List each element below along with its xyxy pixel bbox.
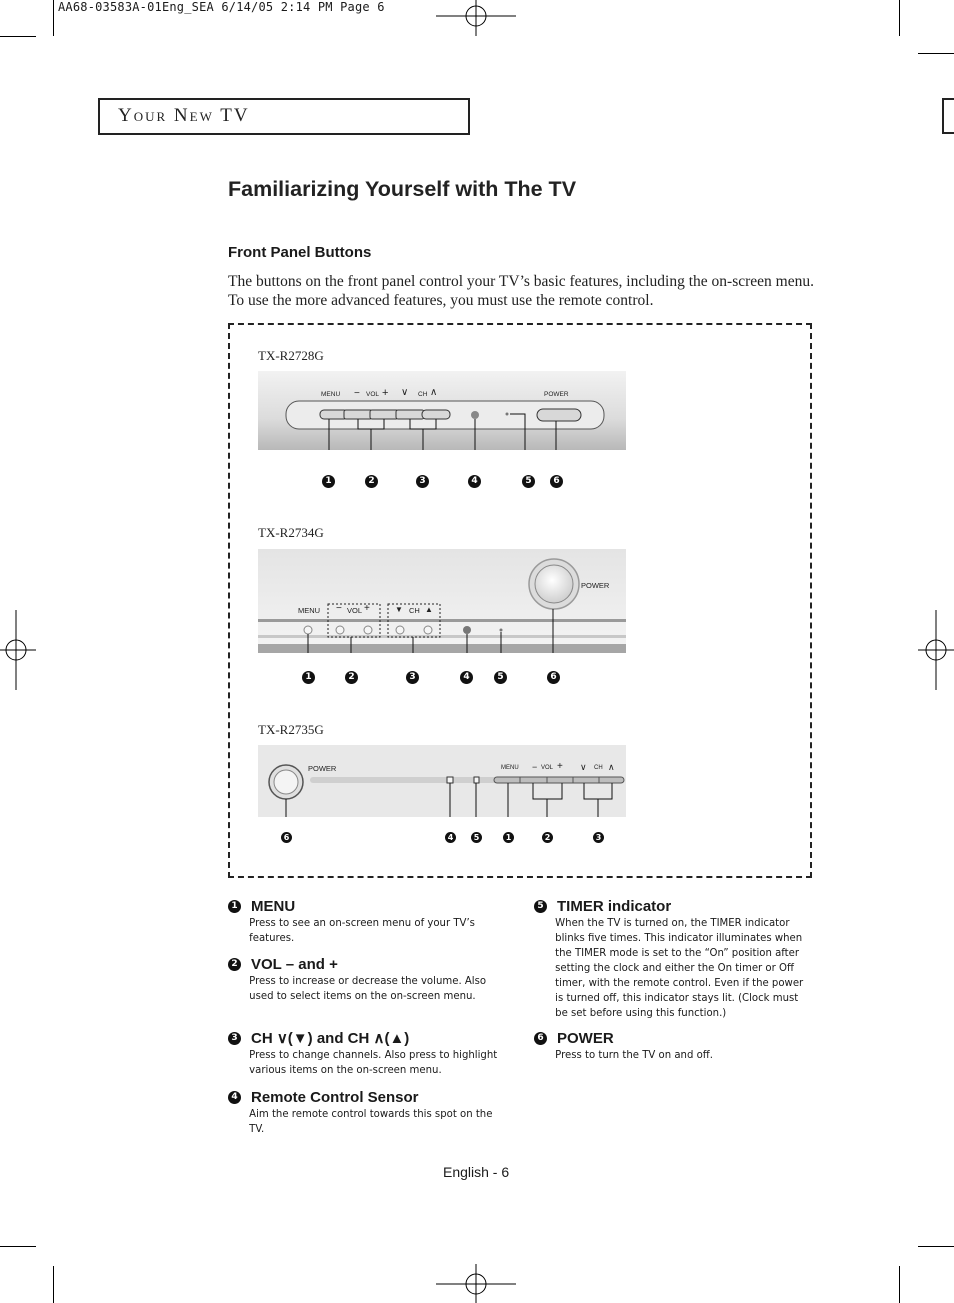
desc-title-text: Remote Control Sensor xyxy=(251,1089,419,1106)
desc-timer xyxy=(534,898,809,1020)
panel3-label-plus: + xyxy=(557,761,563,772)
callout-3: 3 xyxy=(593,832,604,843)
panel3-label-menu: MENU xyxy=(501,765,519,771)
panel-label-up: ∧ xyxy=(430,387,438,398)
desc-title xyxy=(228,898,503,915)
panel-label-menu: MENU xyxy=(321,391,341,398)
desc-body: Press to change channels. Also press to highlight various items on the on-screen menu. xyxy=(249,1048,498,1076)
callout-2: 2 xyxy=(365,475,378,488)
desc-title-text: TIMER indicator xyxy=(557,898,672,915)
callout-4: 4 xyxy=(468,475,481,488)
desc-title xyxy=(228,1089,503,1106)
callout-1: 1 xyxy=(302,671,315,684)
panel2-label-tri-down: ▼ xyxy=(395,605,403,614)
desc-power xyxy=(534,1030,809,1062)
callout-3: 3 xyxy=(406,671,419,684)
crop-mark xyxy=(899,1266,900,1303)
desc-title-text: POWER xyxy=(557,1030,614,1047)
crop-mark xyxy=(0,36,36,37)
panel-label-power: POWER xyxy=(544,391,569,398)
desc-body: When the TV is turned on, the TIMER indicator blinks five times. This indicator illuminates when the TIMER mode is set to the “On” position after setting the clock and either the On timer or Off timer, with the remote control. Even if the power is turned off, this indicator stays lit. (Clock must be set before using this function.) xyxy=(555,916,804,1019)
panel2-label-power: POWER xyxy=(581,581,610,590)
callout-1: 1 xyxy=(322,475,335,488)
desc-title-text: MENU xyxy=(251,898,296,915)
callout-4: 4 xyxy=(445,832,456,843)
panel3-label-power: POWER xyxy=(308,764,337,773)
desc-remote-sensor xyxy=(228,1089,503,1136)
model-label-3: TX-R2735G xyxy=(258,722,324,737)
callout-6: 6 xyxy=(547,671,560,684)
desc-ch xyxy=(228,1030,503,1077)
registration-mark-right xyxy=(918,610,954,690)
registration-mark-left xyxy=(0,610,36,690)
panel2-label-ch: CH xyxy=(409,606,420,615)
panel3-label-up: ∧ xyxy=(608,762,615,772)
registration-mark-bottom xyxy=(436,1264,516,1303)
crop-mark xyxy=(918,1246,954,1247)
desc-number: 3 xyxy=(228,1032,241,1045)
desc-number: 1 xyxy=(228,900,241,913)
intro-paragraph: The buttons on the front panel control your TV’s basic features, including the on-screen menu. To use the more advanced features, you must use the remote control. xyxy=(228,273,814,309)
desc-body: Press to increase or decrease the volume. Also used to select items on the on-screen menu. xyxy=(249,974,487,1002)
thumb-tab xyxy=(942,98,954,134)
front-panel-2 xyxy=(258,549,626,653)
panel3-label-minus: − xyxy=(532,762,538,772)
panel2-label-minus: − xyxy=(336,603,342,614)
section-subtitle: Front Panel Buttons xyxy=(228,244,372,261)
callout-1: 1 xyxy=(503,832,514,843)
panel-label-vol: VOL xyxy=(366,391,380,398)
panel-label-ch: CH xyxy=(418,391,428,398)
callout-5: 5 xyxy=(494,671,507,684)
crop-mark xyxy=(53,1266,54,1303)
panel3-label-ch: CH xyxy=(594,765,603,771)
desc-title-text: VOL – and + xyxy=(251,956,338,973)
desc-body: Aim the remote control towards this spot on the TV. xyxy=(249,1107,493,1135)
callout-4: 4 xyxy=(460,671,473,684)
desc-number: 2 xyxy=(228,958,241,971)
page-number: English - 6 xyxy=(443,1164,510,1180)
front-panel-3 xyxy=(258,745,626,817)
registration-mark-top xyxy=(436,0,516,36)
crop-mark xyxy=(899,0,900,36)
print-slug: AA68-03583A-01Eng_SEA 6/14/05 2:14 PM Page 6 xyxy=(58,0,385,14)
desc-vol xyxy=(228,956,503,1003)
panel-label-plus: + xyxy=(382,387,389,399)
desc-title xyxy=(534,1030,809,1047)
desc-menu xyxy=(228,898,503,945)
model-label-1: TX-R2728G xyxy=(258,348,324,363)
front-panel-2-drawing xyxy=(258,549,626,653)
page-title: Familiarizing Yourself with The TV xyxy=(228,177,577,201)
panel2-label-vol: VOL xyxy=(347,606,363,615)
panel3-label-vol: VOL xyxy=(541,765,554,771)
model-label-2: TX-R2734G xyxy=(258,525,324,540)
crop-mark xyxy=(0,1246,36,1247)
callout-3: 3 xyxy=(416,475,429,488)
desc-number: 5 xyxy=(534,900,547,913)
callout-2: 2 xyxy=(345,671,358,684)
front-panel-3-drawing xyxy=(258,745,626,817)
panel-label-minus: − xyxy=(354,388,360,399)
callout-5: 5 xyxy=(522,475,535,488)
section-tab-title: Your New TV xyxy=(118,105,250,126)
panel-label-down: ∨ xyxy=(401,387,409,398)
panel2-label-menu: MENU xyxy=(298,606,321,615)
front-panel-1-drawing xyxy=(258,371,626,450)
desc-title-text: CH ∨(▼) and CH ∧(▲) xyxy=(251,1030,410,1047)
front-panel-1 xyxy=(258,371,626,450)
desc-body: Press to turn the TV on and off. xyxy=(555,1048,713,1061)
desc-number: 6 xyxy=(534,1032,547,1045)
panel2-label-tri-up: ▲ xyxy=(425,605,433,614)
crop-mark xyxy=(53,0,54,36)
callout-6: 6 xyxy=(281,832,292,843)
callout-6: 6 xyxy=(550,475,563,488)
desc-body: Press to see an on-screen menu of your TV’s features. xyxy=(249,916,475,944)
desc-title xyxy=(228,956,503,973)
desc-title xyxy=(534,898,809,915)
desc-number: 4 xyxy=(228,1091,241,1104)
callout-5: 5 xyxy=(471,832,482,843)
panel3-label-down: ∨ xyxy=(580,762,587,772)
crop-mark xyxy=(918,53,954,54)
callout-2: 2 xyxy=(542,832,553,843)
panel2-label-plus: + xyxy=(364,603,370,614)
desc-title xyxy=(228,1030,503,1047)
